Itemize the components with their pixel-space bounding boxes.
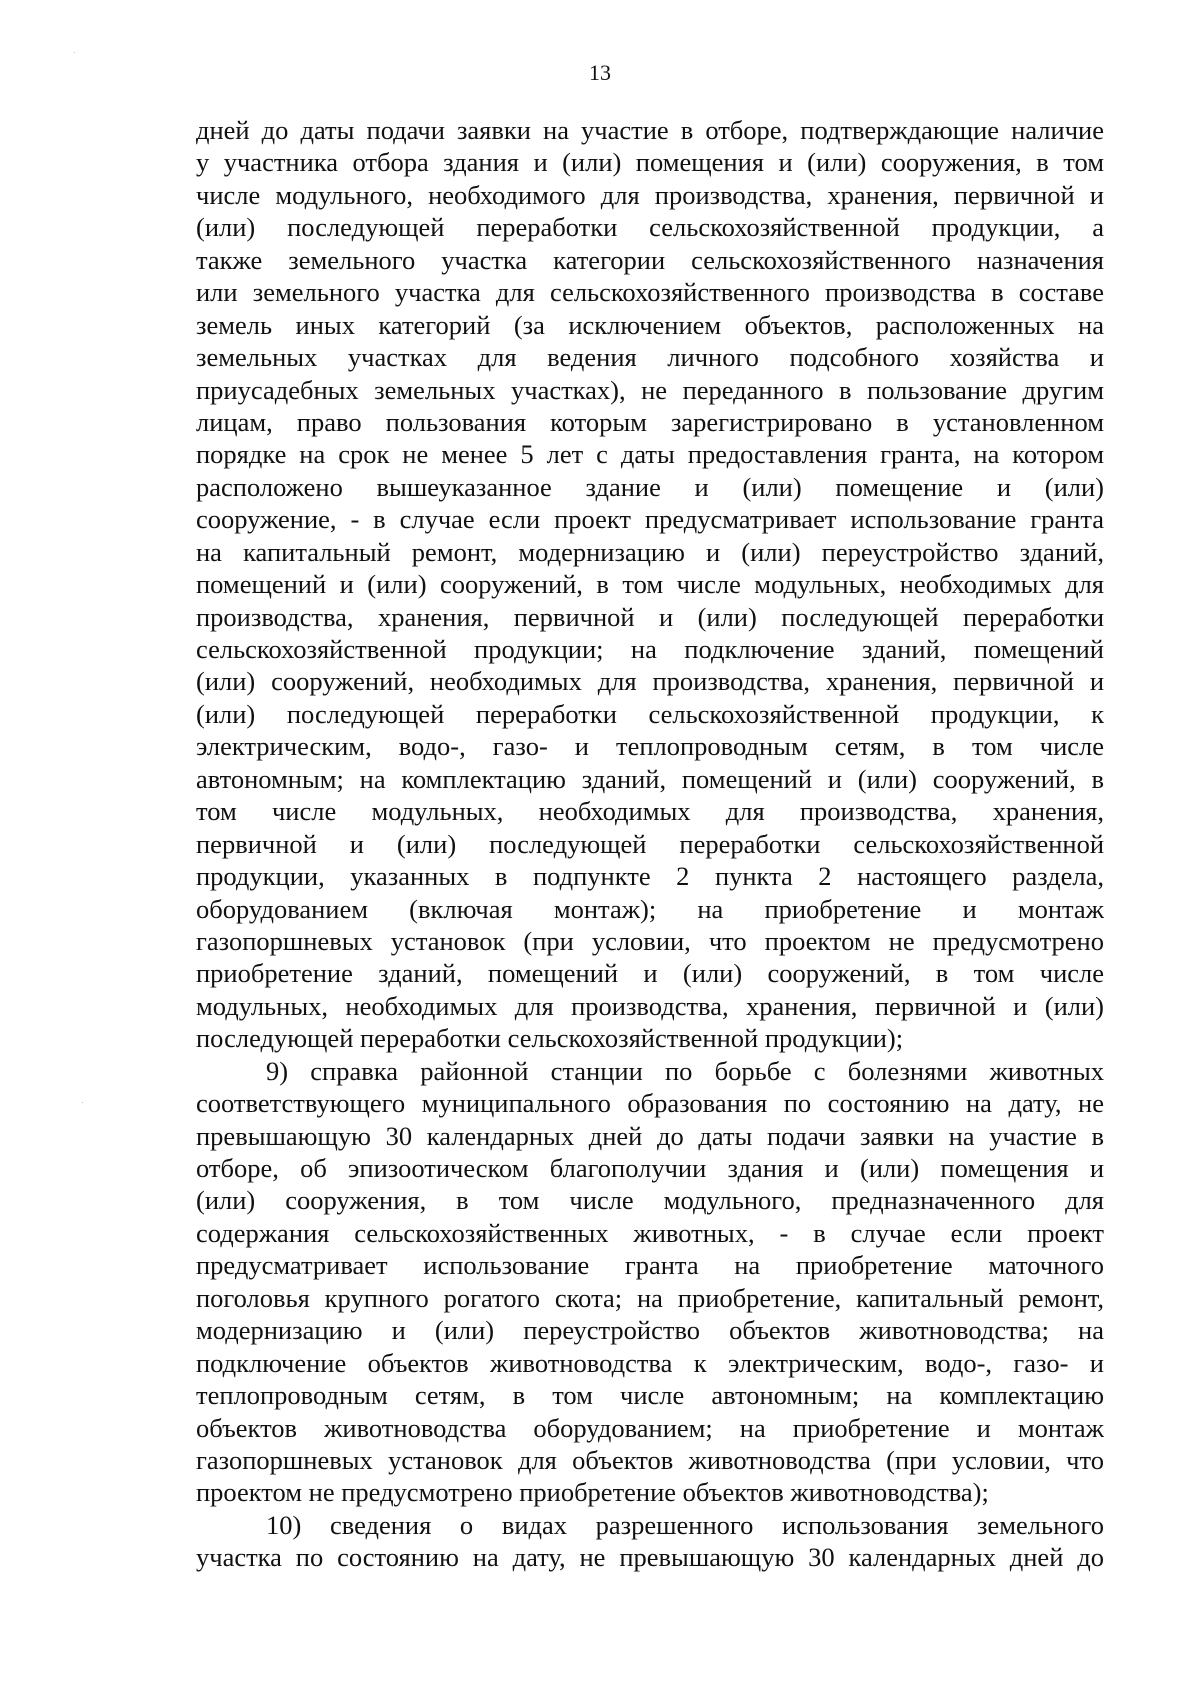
text-line: дней до даты подачи заявки на участие в отборе, подтверждающие наличие [196,115,1104,145]
text-line: газопоршневых установок (при условии, что проектом не предусмотрено [196,925,1104,956]
paragraph-start-line: 10) сведения о видах разрешенного использования земельного [266,1509,1104,1540]
paragraph-start-line: 9) справка районной станции по борьбе с болезнями животных [266,1055,1104,1086]
text-line: отборе, об эпизоотическом благополучии здания и (или) помещения и [196,1153,1104,1183]
text-line: продукции, указанных в подпункте 2 пункта 2 настоящего раздела, [196,861,1104,892]
text-line: соответствующего муниципального образования по состоянию на дату, не [196,1088,1104,1119]
text-line: проектом не предусмотрено приобретение объектов животноводства); [196,1477,989,1508]
text-line: земельных участках для ведения личного подсобного хозяйства и [196,342,1104,373]
text-line: сельскохозяйственной продукции; на подключение зданий, помещений [196,634,1104,664]
text-line: содержания сельскохозяйственных животных, - в случае если проект [196,1217,1104,1248]
text-line: модернизацию и (или) переустройство объектов животноводства; на [196,1315,1104,1346]
text-line: электрическим, водо-, газо- и теплопроводным сетям, в том числе [196,731,1104,762]
text-line: на капитальный ремонт, модернизацию и (или) переустройство зданий, [196,536,1104,567]
scan-speck [74,52,75,53]
text-line: модульных, необходимых для производства, хранения, первичной и (или) [196,990,1104,1021]
text-line: числе модульного, необходимого для производства, хранения, первичной и [196,179,1104,210]
text-line: превышающую 30 календарных дней до даты подачи заявки на участие в [196,1120,1104,1151]
text-line: порядке на срок не менее 5 лет с даты предоставления гранта, на котором [196,439,1104,470]
text-line: предусматривает использование гранта на приобретение маточного [196,1250,1104,1281]
text-line: приусадебных земельных участках), не переданного в пользование другим [196,374,1104,405]
text-line: производства, хранения, первичной и (или) последующей переработки [196,601,1104,632]
body-text [196,114,1104,1574]
text-line: последующей переработки сельскохозяйственной продукции); [196,1023,904,1054]
scan-speck [82,1102,83,1103]
text-line: подключение объектов животноводства к электрическим, водо-, газо- и [196,1347,1104,1378]
text-line: лицам, право пользования которым зарегистрировано в установленном [196,406,1104,437]
text-line: земель иных категорий (за исключением объектов, расположенных на [196,309,1104,340]
text-line: расположено вышеуказанное здание и (или) помещение и (или) [196,471,1104,502]
text-line: первичной и (или) последующей переработки сельскохозяйственной [196,828,1104,859]
text-line: помещений и (или) сооружений, в том числе модульных, необходимых для [196,569,1104,600]
text-line: объектов животноводства оборудованием; на приобретение и монтаж [196,1412,1104,1443]
text-line: или земельного участка для сельскохозяйственного производства в составе [196,277,1104,308]
page-number: 13 [589,60,611,85]
text-line: также земельного участка категории сельскохозяйственного назначения [196,244,1104,275]
text-line: (или) последующей переработки сельскохозяйственной продукции, а [196,212,1104,243]
text-line: поголовья крупного рогатого скота; на приобретение, капитальный ремонт, [196,1282,1104,1313]
text-line: (или) последующей переработки сельскохозяйственной продукции, к [196,698,1104,729]
text-line: (или) сооружений, необходимых для производства, хранения, первичной и [196,666,1104,697]
text-line: (или) сооружения, в том числе модульного, предназначенного для [196,1185,1104,1216]
text-line: приобретение зданий, помещений и (или) сооружений, в том числе [196,958,1104,989]
text-line: газопоршневых установок для объектов животноводства (при условии, что [196,1444,1104,1475]
text-line: том числе модульных, необходимых для производства, хранения, [196,796,1104,827]
text-line: оборудованием (включая монтаж); на приобретение и монтаж [196,893,1104,924]
text-line: участка по состоянию на дату, не превышающую 30 календарных дней до [196,1542,1104,1573]
text-line: у участника отбора здания и (или) помещения и (или) сооружения, в том [196,147,1104,178]
text-line: сооружение, - в случае если проект предусматривает использование гранта [196,504,1104,535]
text-line: автономным; на комплектацию зданий, помещений и (или) сооружений, в [196,763,1104,794]
text-line: теплопроводным сетям, в том числе автономным; на комплектацию [196,1380,1104,1411]
